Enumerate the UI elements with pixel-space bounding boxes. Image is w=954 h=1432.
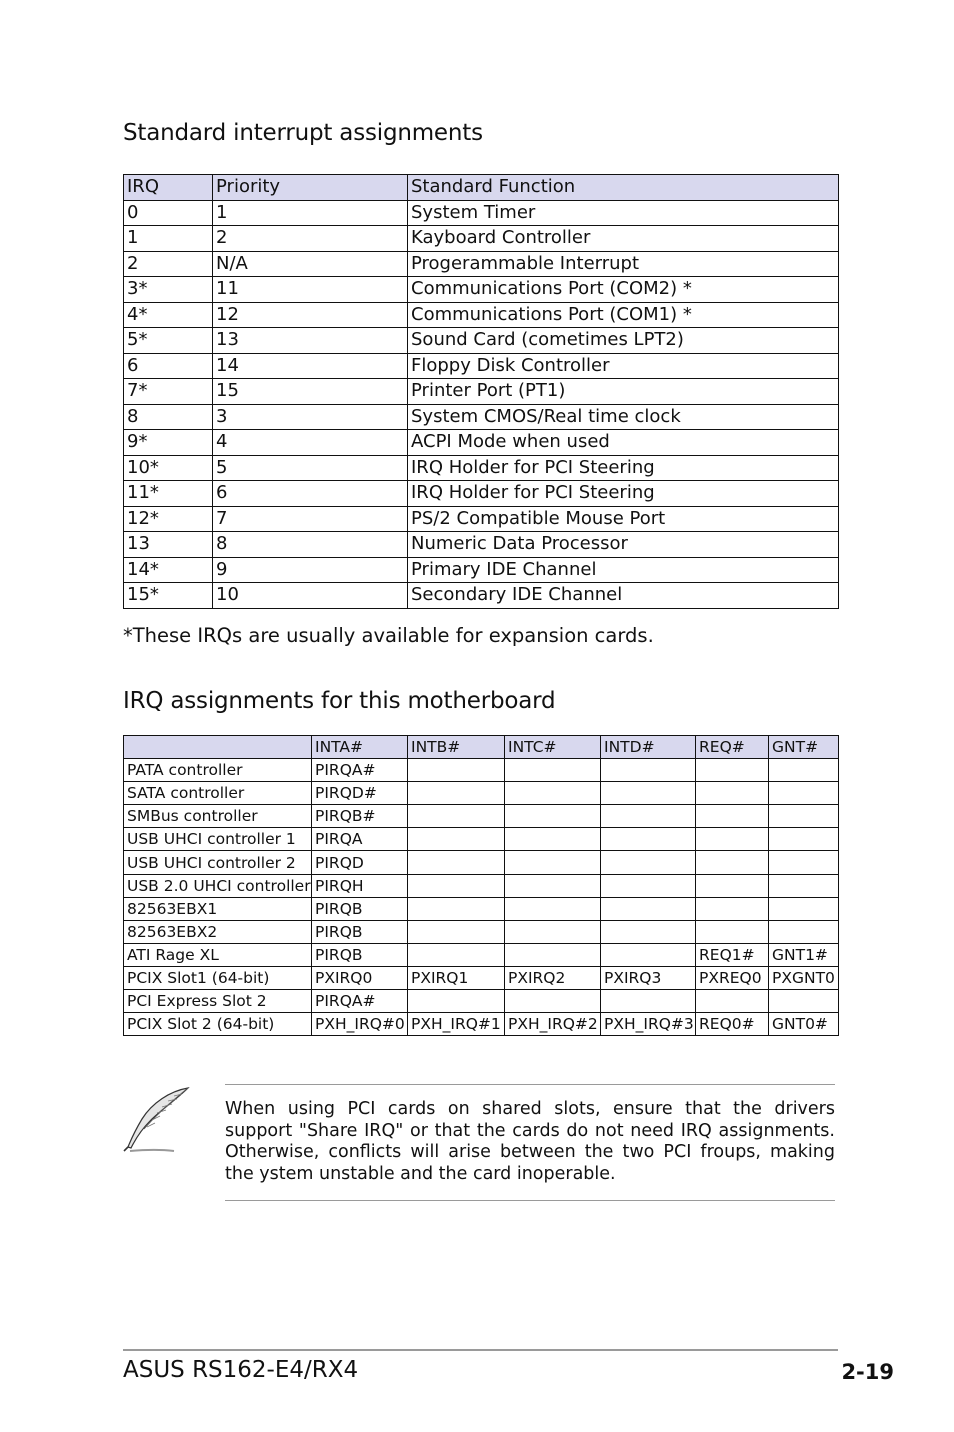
table-row [124,782,839,805]
table-cell: PIRQB [312,897,408,920]
table-cell [408,874,505,897]
table-cell [769,805,839,828]
table-cell: Primary IDE Channel [408,557,839,583]
note-text: When using PCI cards on shared slots, ensure that the drivers support "Share IRQ" or that the cards do not need IRQ assignments. Otherwise, conflicts will arise between the two PCI froups, making the ystem unstable and the card inoperable. [225,1099,835,1184]
column-header: INTA# [312,736,408,759]
table-cell [408,897,505,920]
table-cell [408,759,505,782]
table-cell: PXIRQ1 [408,966,505,989]
table-cell: PXREQ0 [696,966,769,989]
table-cell: PATA controller [124,759,312,782]
table-cell: 9 [213,557,408,583]
table-cell [696,759,769,782]
table-cell [505,943,601,966]
table-row [124,532,839,558]
table-row [124,353,839,379]
table-cell: 6 [213,481,408,507]
table-cell: PCIX Slot 2 (64-bit) [124,1013,312,1036]
table-cell: PS/2 Compatible Mouse Port [408,506,839,532]
table-cell: GNT0# [769,1013,839,1036]
table-cell: Secondary IDE Channel [408,583,839,609]
table-cell: 12 [213,302,408,328]
board-table-header-row [124,736,839,759]
table-cell: PIRQA# [312,990,408,1013]
table-cell [769,828,839,851]
table-cell: 10* [124,455,213,481]
table-cell: 12* [124,506,213,532]
table-cell: 9* [124,430,213,456]
table-cell: PCI Express Slot 2 [124,990,312,1013]
table-cell [505,828,601,851]
table-cell: 8 [213,532,408,558]
table-cell: PIRQB [312,943,408,966]
table-cell: SATA controller [124,782,312,805]
table-cell [601,874,696,897]
table-row [124,404,839,430]
table-cell [505,920,601,943]
table-cell: 4 [213,430,408,456]
table-cell: ATI Rage XL [124,943,312,966]
table-cell: IRQ Holder for PCI Steering [408,455,839,481]
table-cell [601,805,696,828]
table-cell [601,920,696,943]
table-cell: 3 [213,404,408,430]
table-cell: 5* [124,328,213,354]
table-cell: 14* [124,557,213,583]
table-row [124,302,839,328]
table-cell [408,990,505,1013]
irq-footnote: *These IRQs are usually available for expansion cards. [123,624,654,647]
table-cell: 0 [124,200,213,226]
table-cell [505,874,601,897]
table-row [124,328,839,354]
table-row [124,277,839,303]
table-cell: Progerammable Interrupt [408,251,839,277]
table-row [124,805,839,828]
table-cell: USB UHCI controller 2 [124,851,312,874]
column-header: GNT# [769,736,839,759]
footer-model-name: ASUS RS162-E4/RX4 [123,1357,359,1383]
table-cell [769,990,839,1013]
table-cell: USB UHCI controller 1 [124,828,312,851]
table-cell: 6 [124,353,213,379]
column-header: INTD# [601,736,696,759]
table-cell: 2 [213,226,408,252]
column-header: INTC# [505,736,601,759]
table-cell [769,782,839,805]
table-cell: 1 [124,226,213,252]
table-cell: System Timer [408,200,839,226]
board-irq-title: IRQ assignments for this motherboard [123,688,556,714]
table-cell [696,782,769,805]
column-header: Priority [213,175,408,201]
table-cell: PXH_IRQ#1 [408,1013,505,1036]
table-cell: System CMOS/Real time clock [408,404,839,430]
standard-interrupt-title: Standard interrupt assignments [123,120,483,146]
table-cell: 14 [213,353,408,379]
table-cell [696,897,769,920]
table-cell: 4* [124,302,213,328]
table-cell [505,897,601,920]
table-cell: SMBus controller [124,805,312,828]
table-cell [696,920,769,943]
table-cell: 13 [213,328,408,354]
standard-table-header-row [124,175,839,201]
table-cell [769,897,839,920]
feather-icon [122,1085,194,1155]
table-cell [696,828,769,851]
table-row [124,897,839,920]
table-cell: USB 2.0 UHCI controller [124,874,312,897]
table-row [124,874,839,897]
table-cell [408,782,505,805]
table-cell: 15* [124,583,213,609]
table-cell: 2 [124,251,213,277]
table-cell: PXIRQ2 [505,966,601,989]
table-cell: PIRQA# [312,759,408,782]
table-cell [601,943,696,966]
table-cell: PIRQB [312,920,408,943]
table-cell [696,805,769,828]
table-cell [408,920,505,943]
table-row [124,481,839,507]
column-header: INTB# [408,736,505,759]
table-row [124,200,839,226]
table-cell: 11 [213,277,408,303]
table-cell: PIRQB# [312,805,408,828]
table-cell [408,851,505,874]
column-header [124,736,312,759]
table-row [124,557,839,583]
column-header: Standard Function [408,175,839,201]
table-cell: 3* [124,277,213,303]
note-box [225,1084,835,1201]
table-row [124,828,839,851]
table-cell: 5 [213,455,408,481]
table-cell [408,828,505,851]
table-cell: 15 [213,379,408,405]
table-cell: PCIX Slot1 (64-bit) [124,966,312,989]
table-cell: ACPI Mode when used [408,430,839,456]
table-cell [769,874,839,897]
table-cell: GNT1# [769,943,839,966]
table-row [124,943,839,966]
table-cell: 10 [213,583,408,609]
table-cell: 82563EBX1 [124,897,312,920]
table-row [124,1013,839,1036]
table-cell: REQ1# [696,943,769,966]
footer-divider [123,1349,838,1351]
table-cell: 13 [124,532,213,558]
table-cell [601,759,696,782]
table-row [124,966,839,989]
table-cell: Printer Port (PT1) [408,379,839,405]
table-cell [505,990,601,1013]
table-row [124,226,839,252]
table-cell [505,851,601,874]
table-cell [601,897,696,920]
table-cell: 7 [213,506,408,532]
table-cell: PXIRQ3 [601,966,696,989]
table-cell: PXH_IRQ#2 [505,1013,601,1036]
table-cell: Sound Card (cometimes LPT2) [408,328,839,354]
table-cell: IRQ Holder for PCI Steering [408,481,839,507]
table-cell: Communications Port (COM2) * [408,277,839,303]
board-irq-table [123,735,839,1036]
table-row [124,759,839,782]
table-cell: PXH_IRQ#0 [312,1013,408,1036]
table-cell [505,759,601,782]
table-cell: N/A [213,251,408,277]
table-cell: Numeric Data Processor [408,532,839,558]
table-cell [505,805,601,828]
table-cell: PIRQD# [312,782,408,805]
table-cell [696,874,769,897]
table-row [124,920,839,943]
table-cell: 82563EBX2 [124,920,312,943]
page-number: 2-19 [841,1360,894,1384]
table-row [124,455,839,481]
table-cell: PIRQH [312,874,408,897]
table-row [124,506,839,532]
table-row [124,851,839,874]
table-cell [408,943,505,966]
table-cell: 8 [124,404,213,430]
table-cell [601,828,696,851]
table-cell [696,990,769,1013]
table-row [124,251,839,277]
table-row [124,430,839,456]
column-header: REQ# [696,736,769,759]
table-cell [408,805,505,828]
table-cell: 1 [213,200,408,226]
table-cell: 11* [124,481,213,507]
table-cell: PIRQA [312,828,408,851]
table-cell: PIRQD [312,851,408,874]
table-cell: Communications Port (COM1) * [408,302,839,328]
table-cell [769,759,839,782]
table-cell: Floppy Disk Controller [408,353,839,379]
standard-interrupt-table [123,174,839,609]
table-cell [601,851,696,874]
table-cell: 7* [124,379,213,405]
table-cell [601,782,696,805]
table-cell [601,990,696,1013]
table-row [124,583,839,609]
table-cell [696,851,769,874]
table-cell: PXGNT0 [769,966,839,989]
table-cell [769,851,839,874]
table-cell: PXIRQ0 [312,966,408,989]
table-row [124,379,839,405]
table-cell [769,920,839,943]
column-header: IRQ [124,175,213,201]
table-cell: Kayboard Controller [408,226,839,252]
table-cell: REQ0# [696,1013,769,1036]
table-cell: PXH_IRQ#3 [601,1013,696,1036]
table-row [124,990,839,1013]
table-cell [505,782,601,805]
